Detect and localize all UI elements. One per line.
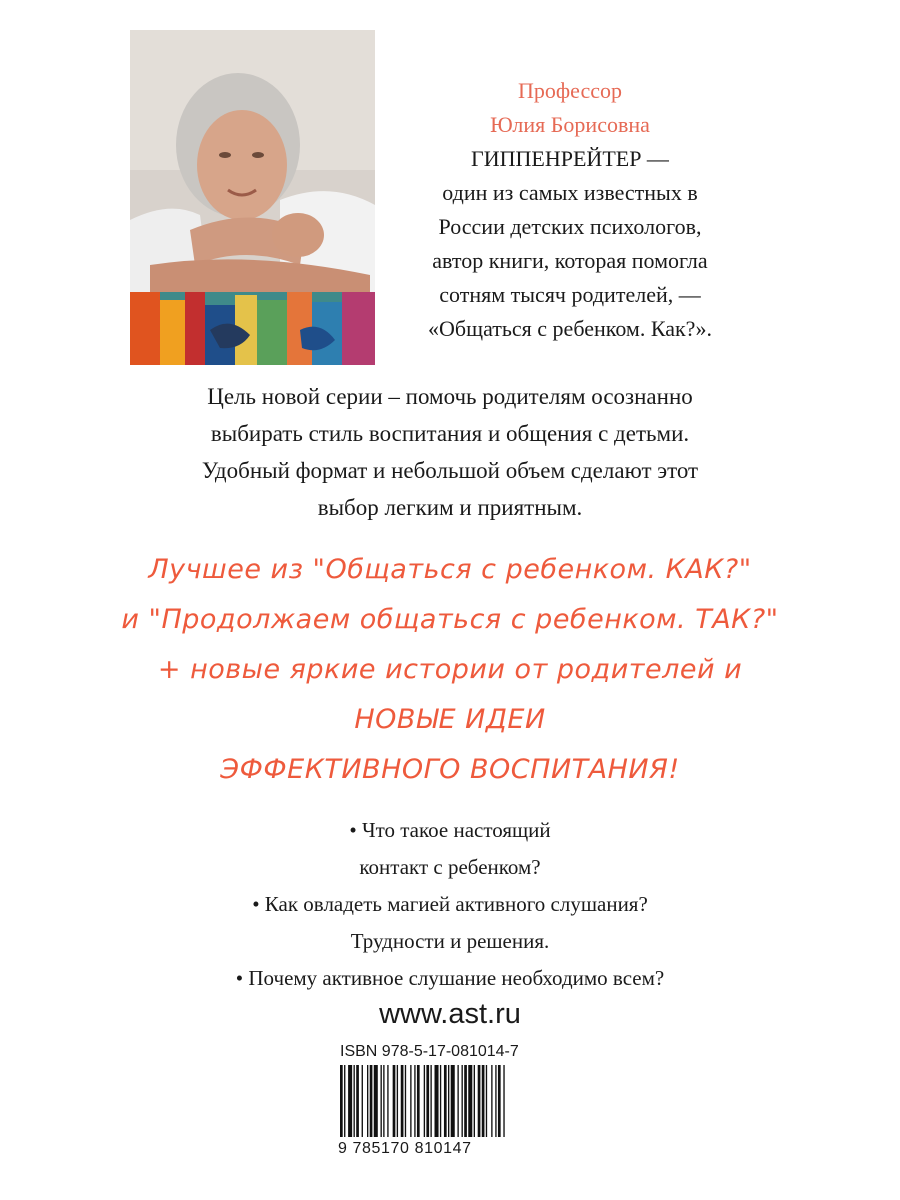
barcode-bar [478,1065,481,1137]
barcode-bar [340,1065,343,1137]
author-surname: ГИППЕНРЕЙТЕР — [471,146,669,171]
barcode-bar [397,1065,398,1137]
barcode-bar [440,1065,441,1137]
barcode-bar [462,1065,463,1137]
barcode-bar [448,1065,449,1137]
barcode-bar [495,1065,496,1137]
bullet-line: • Что такое настоящий [349,818,551,842]
intro-line: Цель новой серии – помочь родителям осознанно [207,384,693,409]
barcode-bar [417,1065,420,1137]
author-desc-line: один из самых известных в [442,180,698,205]
barcode-bar [426,1065,429,1137]
barcode-bar [410,1065,411,1137]
bullet-line: • Почему активное слушание необходимо всем? [235,966,665,990]
website-link[interactable]: www.ast.ru [379,998,521,1030]
intro-line: выбор легким и приятным. [317,495,583,520]
barcode-bar [367,1065,368,1137]
barcode-bar [464,1065,467,1137]
barcode-bar [393,1065,396,1137]
barcode-bar [354,1065,355,1137]
intro-line: Удобный формат и небольшой объем сделают этот [201,458,699,483]
barcode-bar [405,1065,406,1137]
intro-line: выбирать стиль воспитания и общения с детьми. [210,421,690,446]
barcode-bar [383,1065,384,1137]
author-photo [130,30,375,365]
barcode-bar [356,1065,359,1137]
barcode-bar [457,1065,458,1137]
bullet-line: Трудности и решения. [350,929,550,953]
question-list [120,812,780,997]
ean-number: 9 785170 810147 [338,1140,472,1157]
barcode-bar [491,1065,492,1137]
barcode-bar [503,1065,504,1137]
barcode-icon [338,1065,558,1137]
author-description [370,74,770,346]
isbn-text: ISBN 978-5-17-081014-7 [340,1043,519,1060]
highlight-block [70,545,830,795]
barcode-bar [401,1065,404,1137]
author-desc-line: автор книги, которая помогла [432,248,708,273]
barcode-bar [348,1065,352,1137]
author-name: Юлия Борисовна [490,112,650,137]
barcode-bar [451,1065,455,1137]
barcode-bar [474,1065,475,1137]
barcode-bar [430,1065,431,1137]
series-intro [90,378,810,526]
bullet-line: • Как овладеть магией активного слушания? [252,892,648,916]
barcode-block [338,1043,558,1163]
highlight-line: НОВЫЕ ИДЕИ [354,704,546,735]
barcode-bar [362,1065,363,1137]
barcode-bar [468,1065,472,1137]
highlight-line: ЭФФЕКТИВНОГО ВОСПИТАНИЯ! [220,754,680,785]
barcode-bar [424,1065,425,1137]
highlight-line: Лучшее из "Общаться с ребенком. КАК?" [148,554,752,585]
barcode-bar [435,1065,439,1137]
barcode-bar [414,1065,415,1137]
barcode-bar [374,1065,378,1137]
barcode-bar [381,1065,382,1137]
barcode-bar [482,1065,485,1137]
author-desc-line: сотням тысяч родителей, — [439,282,701,307]
highlight-line: и "Продолжаем общаться с ребенком. ТАК?" [121,604,779,635]
barcode-bar [498,1065,501,1137]
bullet-line: контакт с ребенком? [359,855,541,879]
barcode-bar [387,1065,388,1137]
author-title: Профессор [518,78,622,103]
author-desc-line: России детских психологов, [438,214,702,239]
barcode-bar [444,1065,447,1137]
barcode-bar [486,1065,487,1137]
barcode-bar [370,1065,373,1137]
highlight-line: + новые яркие истории от родителей и [157,654,743,685]
barcode-bar [344,1065,345,1137]
author-desc-line: «Общаться с ребенком. Как?». [428,316,712,341]
